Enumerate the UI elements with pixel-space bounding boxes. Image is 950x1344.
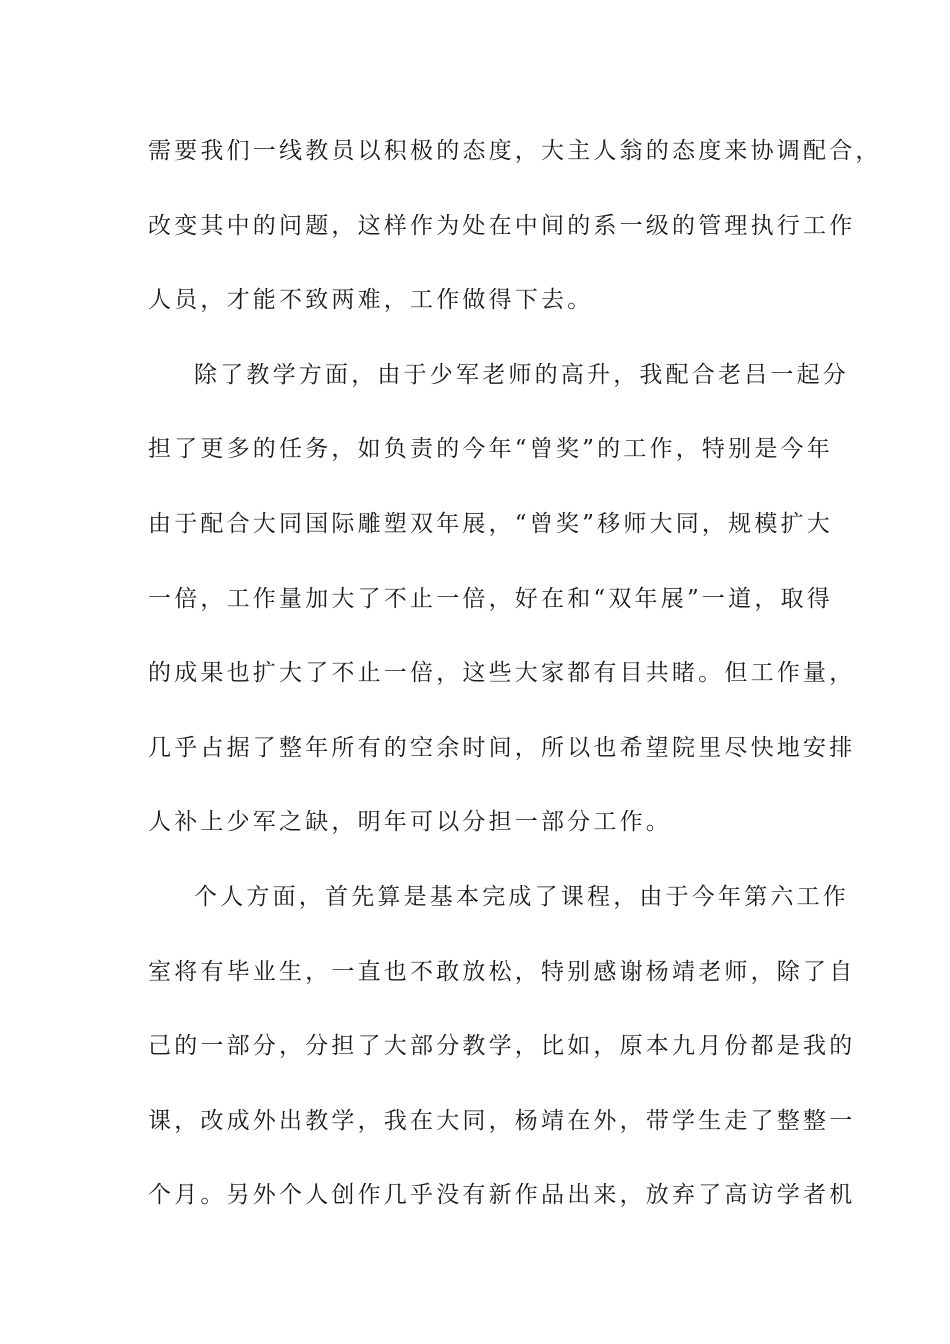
text-line: 一倍，工作量加大了不止一倍，好在和“双年展”一道，取得: [148, 585, 833, 612]
text-line: 的成果也扩大了不止一倍，这些大家都有目共睹。但工作量，: [148, 660, 856, 687]
text-line: 个月。另外个人创作几乎没有新作品出来，放弃了高访学者机: [148, 1182, 856, 1209]
text-line: 改变其中的问题，这样作为处在中间的系一级的管理执行工作: [148, 212, 856, 239]
text-line: 人员，才能不致两难，工作做得下去。: [148, 287, 594, 314]
text-line: 己的一部分，分担了大部分教学，比如，原本九月份都是我的: [148, 1033, 856, 1060]
text-line: 人补上少军之缺，明年可以分担一部分工作。: [148, 809, 672, 836]
text-line: 课，改成外出教学，我在大同，杨靖在外，带学生走了整整一: [148, 1107, 856, 1134]
paragraph-start-line: 除了教学方面，由于少军老师的高升，我配合老吕一起分: [194, 361, 849, 388]
text-line: 几乎占据了整年所有的空余时间，所以也希望院里尽快地安排: [148, 734, 856, 761]
text-line: 需要我们一线教员以积极的态度，大主人翁的态度来协调配合，: [148, 138, 882, 164]
text-line: 室将有毕业生，一直也不敢放松，特别感谢杨靖老师，除了自: [148, 958, 856, 985]
body-text: [148, 128, 882, 1247]
paragraph-start-line: 个人方面，首先算是基本完成了课程，由于今年第六工作: [194, 883, 849, 910]
text-line: 由于配合大同国际雕塑双年展，“曾奖”移师大同，规模扩大: [148, 510, 833, 537]
text-line: 担了更多的任务，如负责的今年“曾奖”的工作，特别是今年: [148, 436, 833, 463]
